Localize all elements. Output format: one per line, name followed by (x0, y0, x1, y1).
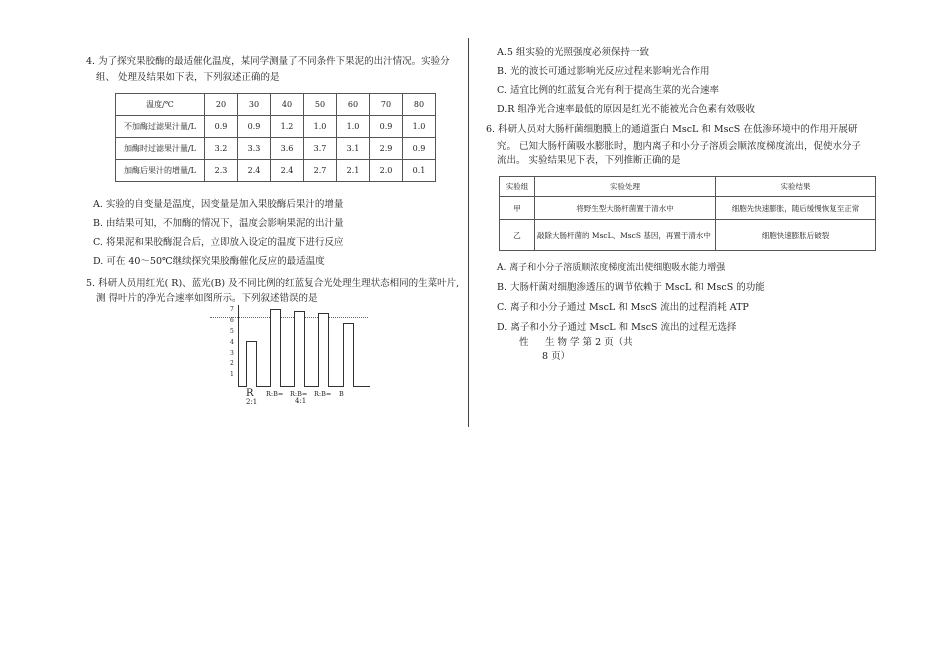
q4-stem-line1: 4. 为了探究果胶酶的最适催化温度，某同学测量了不同条件下果泥的出汁情况。实验分 (86, 56, 450, 67)
table-cell: 加酶时过滤果汁量/L (116, 138, 205, 160)
table-cell: 细胞快速膨胀后破裂 (716, 220, 876, 251)
chart-y-tick-label: 3 (230, 349, 234, 357)
table-cell: 3.2 (205, 138, 238, 160)
table-cell: 甲 (500, 197, 535, 220)
table-cell: 细胞先快速膨胀，随后缓慢恢复至正常 (716, 197, 876, 220)
table-cell: 0.9 (370, 116, 403, 138)
q6-option-d-tail: 性 (519, 337, 529, 348)
q5-option-c: C. 适宜比例的红蓝复合光有利于提高生菜的光合速率 (497, 85, 719, 96)
q5-bar-chart (230, 305, 370, 406)
q4-option-c: C. 将果泥和果胶酶混合后，立即放入设定的温度下进行反应 (93, 237, 344, 248)
column-divider (468, 38, 469, 427)
table-cell: 0.9 (238, 116, 271, 138)
table-header-cell: 温度/℃ (116, 94, 205, 116)
chart-y-tick-label: 1 (230, 371, 234, 379)
chart-x-tick-label: B (339, 390, 344, 398)
table-cell: 1.2 (271, 116, 304, 138)
chart-ratio-label: 4:1 (295, 397, 307, 405)
table-cell: 敲除大肠杆菌的 MscL、MscS 基因，再置于清水中 (535, 220, 716, 251)
q4-data-table (115, 93, 436, 182)
table-cell: 3.6 (271, 138, 304, 160)
chart-bar (294, 311, 305, 387)
q5-stem-line1: 5. 科研人员用红光( R)、蓝光(B) 及不同比例的红蓝复合光处理生理状态相同的生菜叶片, (86, 278, 460, 289)
table-cell: 0.9 (205, 116, 238, 138)
table-header-cell: 30 (238, 94, 271, 116)
chart-bar (343, 323, 354, 387)
table-cell: 2.9 (370, 138, 403, 160)
table-row (500, 197, 876, 220)
table-cell: 3.7 (304, 138, 337, 160)
q6-stem-line2: 究。 已知大肠杆菌吸水膨胀时，胞内离子和小分子溶质会顺浓度梯度流出，促使水分子 (497, 141, 862, 152)
table-cell: 2.3 (205, 160, 238, 182)
chart-bar (270, 309, 281, 387)
q6-option-b: B. 大肠杆菌对细胞渗透压的调节依赖于 MscL 和 MscS 的功能 (497, 282, 765, 293)
table-cell: 2.4 (238, 160, 271, 182)
chart-y-tick-label: 7 (230, 306, 234, 314)
table-header-row (500, 177, 876, 197)
q4-option-a: A. 实验的自变量是温度，因变量是加入果胶酶后果汁的增量 (93, 199, 344, 210)
q4-stem-line2: 组、 处理及结果如下表，下列叙述正确的是 (96, 72, 280, 83)
table-row (116, 160, 436, 182)
q6-option-a: A. 离子和小分子溶质顺浓度梯度流出使细胞吸水能力增强 (497, 263, 726, 273)
page-footer-line1: 生 物 学 第 2 页（共 (545, 337, 633, 348)
table-cell: 将野生型大肠杆菌置于清水中 (535, 197, 716, 220)
table-row (116, 138, 436, 160)
table-row (116, 116, 436, 138)
table-cell: 3.1 (337, 138, 370, 160)
q6-stem-line1: 6. 科研人员对大肠杆菌细胞膜上的通道蛋白 MscL 和 MscS 在低渗环境中的作用开展研 (486, 124, 858, 135)
table-header-cell: 20 (205, 94, 238, 116)
q5-option-a: A.5 组实验的光照强度必须保持一致 (497, 47, 649, 58)
q4-option-b: B. 由结果可知，不加酶的情况下，温度会影响果泥的出汁量 (93, 218, 344, 229)
chart-bar (246, 341, 257, 387)
table-cell: 3.3 (238, 138, 271, 160)
table-cell: 2.7 (304, 160, 337, 182)
table-header-row (116, 94, 436, 116)
q5-option-d: D.R 组净光合速率最低的原因是红光不能被光合色素有效吸收 (497, 104, 755, 115)
q5-option-b: B. 光的波长可通过影响光反应过程来影响光合作用 (497, 66, 710, 77)
q6-stem-line3: 流出。 实验结果见下表，下列推断正确的是 (497, 155, 681, 166)
chart-y-tick-label: 6 (230, 317, 234, 325)
table-header-cell: 实验处理 (535, 177, 716, 197)
q6-option-d: D. 离子和小分子通过 MscL 和 MscS 流出的过程无选择 (497, 322, 737, 333)
table-header-cell: 60 (337, 94, 370, 116)
table-cell: 2.0 (370, 160, 403, 182)
table-cell: 乙 (500, 220, 535, 251)
q5-stem-line2: 测 得叶片的净光合速率如图所示。下列叙述错误的是 (96, 293, 318, 304)
table-cell: 2.1 (337, 160, 370, 182)
q4-option-d: D. 可在 40～50℃继续探究果胶酶催化反应的最适温度 (93, 256, 325, 267)
page-footer-line2: 8 页） (542, 351, 571, 362)
chart-ratio-label: 2:1 (246, 398, 258, 406)
chart-bar (318, 313, 329, 387)
table-header-cell: 40 (271, 94, 304, 116)
table-header-cell: 实验结果 (716, 177, 876, 197)
table-cell: 不加酶过滤果汁量/L (116, 116, 205, 138)
chart-x-tick-label: R:B= (314, 390, 332, 398)
table-cell: 1.0 (403, 116, 436, 138)
table-header-cell: 实验组 (500, 177, 535, 197)
q6-option-c: C. 离子和小分子通过 MscL 和 MscS 流出的过程消耗 ATP (497, 302, 749, 313)
table-header-cell: 80 (403, 94, 436, 116)
chart-x-tick-label: R:B= (266, 390, 284, 398)
chart-y-tick-label: 5 (230, 328, 234, 335)
table-cell: 0.9 (403, 138, 436, 160)
table-header-cell: 50 (304, 94, 337, 116)
table-cell: 2.4 (271, 160, 304, 182)
table-header-cell: 70 (370, 94, 403, 116)
chart-x-tick-label: R (246, 388, 254, 399)
table-cell: 1.0 (337, 116, 370, 138)
table-cell: 加酶后果汁的增量/L (116, 160, 205, 182)
chart-x-tick-label: R:B= (290, 390, 308, 398)
table-row (500, 220, 876, 251)
q6-experiment-table (499, 176, 876, 251)
chart-y-tick-label: 4 (230, 338, 234, 346)
chart-y-tick-label: 2 (230, 360, 234, 368)
table-cell: 1.0 (304, 116, 337, 138)
table-cell: 0.1 (403, 160, 436, 182)
